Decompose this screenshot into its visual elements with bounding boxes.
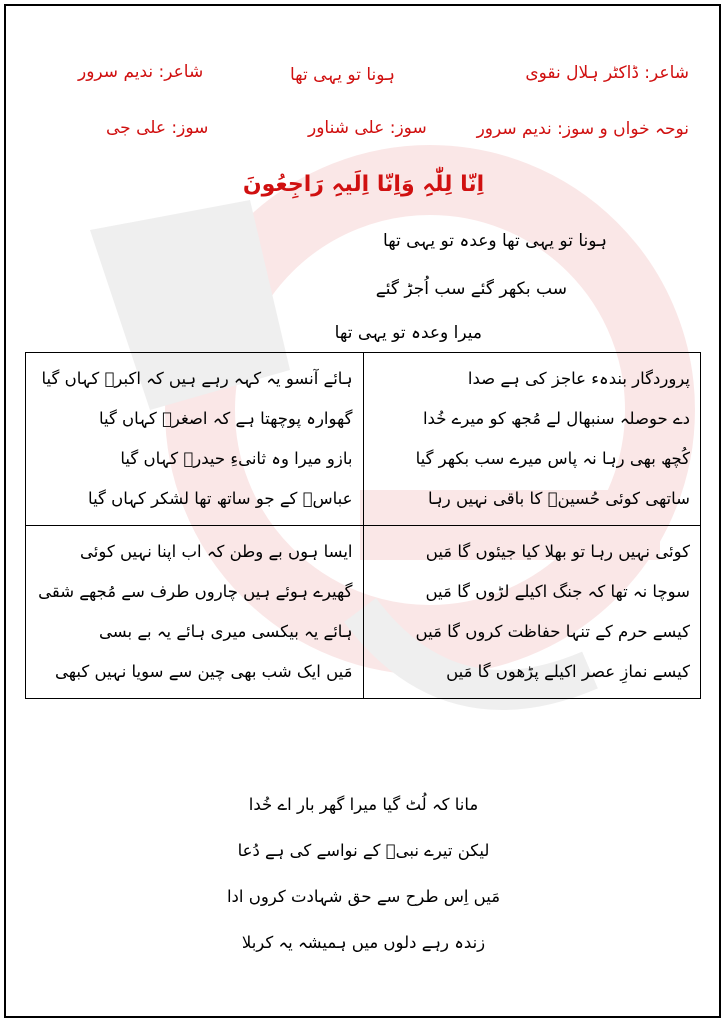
stanza-line: گھوارہ پوچھتا ہے کہ اصغرؑ کہاں گیا — [98, 409, 353, 428]
stanza-line: ہائے آنسو یہ کہہ رہے ہیں کہ اکبرؑ کہاں گیا — [41, 369, 353, 388]
stanza-line: پروردگار بندہء عاجز کی ہے صدا — [467, 369, 690, 388]
final-line: لیکن تیرے نبیؐ کے نواسے کی ہے دُعا — [237, 841, 490, 860]
stanza-line: کُچھ بھی رہا نہ پاس میرے سب بکھر گیا — [415, 449, 690, 468]
stanza-1-right — [363, 353, 701, 526]
stanza-line: مَیں ایک شب بھی چین سے سویا نہیں کبھی — [55, 662, 353, 681]
stanza-line: ساتھی کوئی حُسینؑ کا باقی نہیں رہا — [428, 489, 690, 508]
stanza-line: کیسے حرم کے تنہا حفاظت کروں گا مَیں — [415, 622, 690, 641]
nauha-title: ہونا تو یہی تھا — [290, 65, 395, 85]
soz-credit-left: سوز: علی جی — [106, 118, 209, 138]
stanza-line: کیسے نمازِ عصر اکیلے پڑھوں گا مَیں — [446, 662, 690, 681]
final-line: مَیں اِس طرح سے حق شہادت کروں ادا — [226, 887, 501, 906]
final-stanza — [0, 782, 727, 966]
poet-credit-left: شاعر: ندیم سرور — [78, 62, 204, 82]
final-line: مانا کہ لُٹ گیا میرا گھر بار اے خُدا — [248, 795, 479, 814]
stanza-line: ایسا ہوں بے وطن کہ اب اپنا نہیں کوئی — [80, 542, 353, 561]
stanza-line: کوئی نہیں رہا تو بھلا کیا جیئوں گا مَیں — [425, 542, 690, 561]
stanza-line: بازو میرا وہ ثانیءِ حیدرؑ کہاں گیا — [120, 449, 353, 468]
quran-verse: اِنّا لِلّٰہِ وَاِنّا اِلَیہِ رَاجِعُونَ — [242, 172, 485, 197]
poet-credit-right: شاعر: ڈاکٹر ہلال نقوی — [525, 63, 689, 83]
stanza-line: عباسؑ کے جو ساتھ تھا لشکر کہاں گیا — [88, 489, 353, 508]
reciter-credit: نوحہ خواں و سوز: ندیم سرور — [476, 119, 689, 139]
stanza-table — [25, 352, 701, 699]
refrain-line-1: ہونا تو یہی تھا وعدہ تو یہی تھا — [383, 231, 607, 251]
refrain-line-2: سب بکھر گئے سب اُجڑ گئے — [375, 279, 567, 299]
stanza-line: گھیرے ہوئے ہیں چاروں طرف سے مُجھے شقی — [38, 582, 353, 601]
refrain-line-3: میرا وعدہ تو یہی تھا — [334, 323, 482, 343]
stanza-2-left — [26, 526, 364, 699]
stanza-2-right — [363, 526, 701, 699]
stanza-line: دے حوصلہ سنبھال لے مُجھ کو میرے خُدا — [422, 409, 690, 428]
final-line: زندہ رہے دلوں میں ہمیشہ یہ کربلا — [241, 933, 486, 952]
stanza-line: سوچا نہ تھا کہ جنگ اکیلے لڑوں گا مَیں — [425, 582, 690, 601]
stanza-1-left — [26, 353, 364, 526]
soz-credit-center: سوز: علی شناور — [308, 118, 427, 138]
stanza-line: ہائے یہ بیکسی میری ہائے یہ بے بسی — [99, 622, 353, 641]
